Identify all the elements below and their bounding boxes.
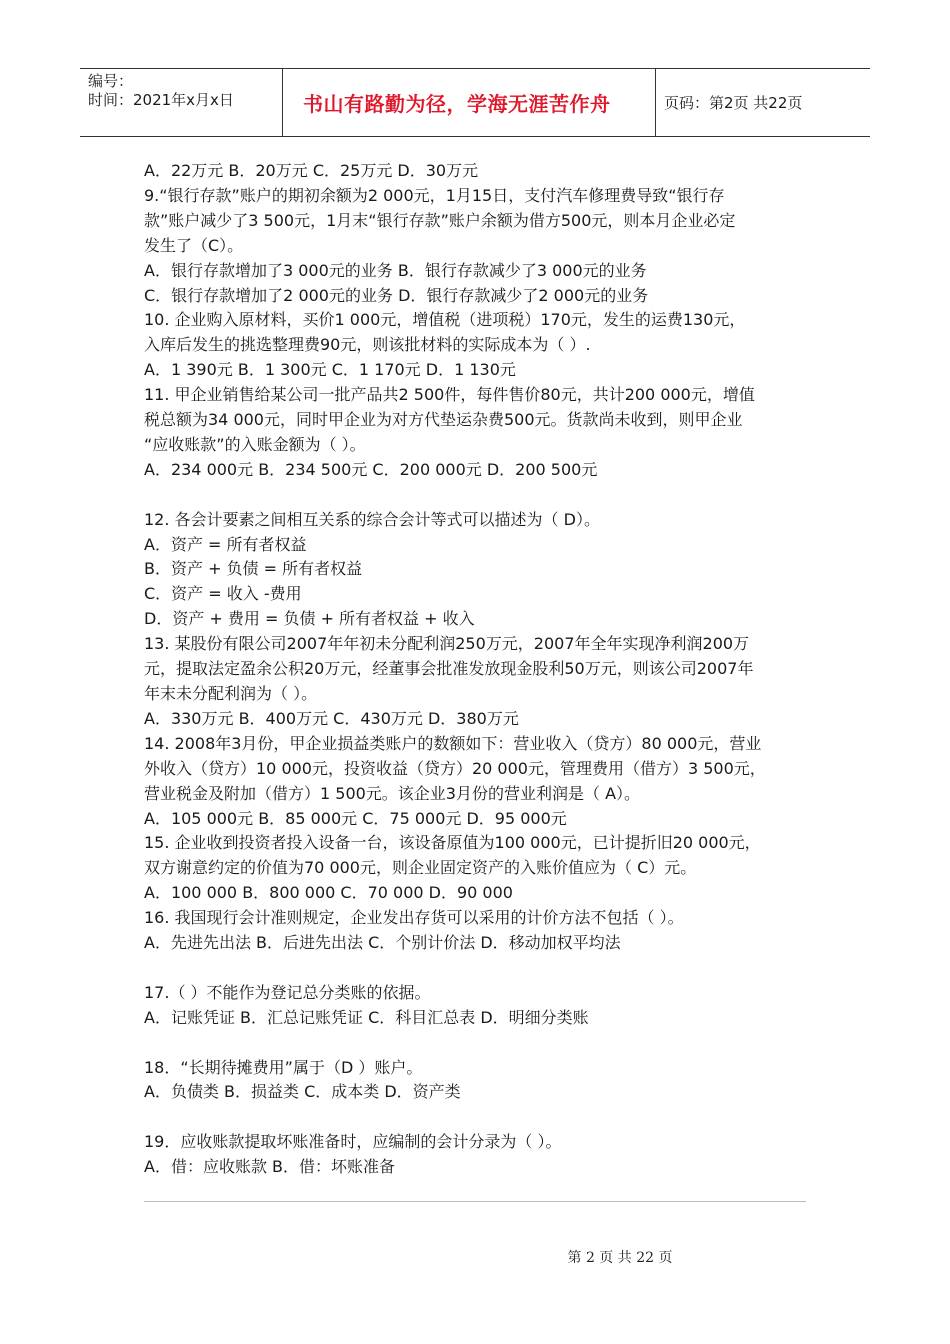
text-line: 营业税金及附加（借方）1 500元。该企业3月份的营业利润是（ A）。	[144, 783, 641, 803]
text-line: A．105 000元 B．85 000元 C．75 000元 D．95 000元	[144, 808, 567, 828]
text-line: A．234 000元 B．234 500元 C．200 000元 D．200 500元	[144, 459, 598, 479]
text-line: A．22万元 B．20万元 C．25万元 D．30万元	[144, 161, 479, 180]
text-line: C．资产 = 收入 -费用	[144, 584, 302, 604]
text-line: 17.（ ）不能作为登记总分类账的依据。	[144, 982, 431, 1002]
blank-line	[144, 1031, 814, 1056]
blank-line	[144, 483, 814, 508]
question-content	[144, 159, 814, 1180]
blank-line	[144, 956, 814, 981]
text-line: C．银行存款增加了2 000元的业务 D．银行存款减少了2 000元的业务	[144, 285, 649, 305]
text-line: 16. 我国现行会计准则规定，企业发出存货可以采用的计价方法不包括（ ）。	[144, 908, 684, 928]
document-number-label: 编号：	[88, 72, 134, 90]
header-motto-cell	[283, 69, 656, 136]
text-line: B．资产 + 负债 = 所有者权益	[144, 559, 363, 579]
header-meta	[80, 69, 283, 136]
text-line: 10. 企业购入原材料，买价1 000元，增值税（进项税）170元，发生的运费130元，	[144, 310, 746, 330]
text-line: 15. 企业收到投资者投入设备一台，该设备原值为100 000元，已计提折旧20 000元，	[144, 833, 761, 853]
text-line: A．资产 = 所有者权益	[144, 534, 307, 554]
text-line: 款”账户减少了3 500元，1月末“银行存款”账户余额为借方500元，则本月企业必定	[144, 210, 736, 230]
text-line: 14. 2008年3月份，甲企业损益类账户的数额如下：营业收入（贷方）80 000元，营业	[144, 733, 762, 753]
page-header	[80, 68, 870, 137]
footer-divider	[144, 1201, 806, 1202]
text-line: A．借：应收账款 B．借：坏账准备	[144, 1157, 396, 1177]
text-line: 11. 甲企业销售给某公司一批产品共2 500件，每件售价80元，共计200 000元，增值	[144, 385, 755, 405]
text-line: A．1 390元 B．1 300元 C．1 170元 D．1 130元	[144, 360, 516, 380]
text-line: 税总额为34 000元，同时甲企业为对方代垫运杂费500元。货款尚未收到，则甲企业	[144, 410, 743, 430]
text-line: A．负债类 B．损益类 C．成本类 D．资产类	[144, 1082, 461, 1102]
blank-line	[144, 1105, 814, 1130]
text-line: 18．“长期待摊费用”属于（D ）账户。	[144, 1057, 423, 1077]
page-footer: 第 2 页 共 22 页	[567, 1250, 673, 1266]
text-line: 发生了（C）。	[144, 235, 244, 255]
text-line: A．330万元 B．400万元 C．430万元 D．380万元	[144, 708, 519, 728]
text-line: 13. 某股份有限公司2007年年初未分配利润250万元，2007年全年实现净利润200万	[144, 634, 750, 654]
text-line: “应收账款”的入账金额为（ ）。	[144, 434, 366, 454]
text-line: 入库后发生的挑选整理费90元，则该批材料的实际成本为（ ）.	[144, 335, 591, 355]
text-line: 12. 各会计要素之间相互关系的综合会计等式可以描述为（ D）。	[144, 509, 600, 529]
text-line: A．先进先出法 B．后进先出法 C．个别计价法 D．移动加权平均法	[144, 933, 621, 953]
text-line: A．100 000 B．800 000 C．70 000 D．90 000	[144, 883, 513, 903]
header-page-code: 页码：第2页 共22页	[664, 94, 803, 112]
text-line: A．银行存款增加了3 000元的业务 B．银行存款减少了3 000元的业务	[144, 260, 647, 280]
text-line: 元，提取法定盈余公积20万元，经董事会批准发放现金股利50万元，则该公司2007年	[144, 659, 754, 679]
text-line: 年末未分配利润为（ ）。	[144, 684, 318, 704]
document-time: 时间：2021年x月x日	[88, 91, 234, 109]
text-line: D．资产 + 费用 = 负债 + 所有者权益 + 收入	[144, 609, 475, 629]
text-line: 双方谢意约定的价值为70 000元，则企业固定资产的入账价值应为（ C）元。	[144, 858, 697, 878]
text-line: A．记账凭证 B．汇总记账凭证 C．科目汇总表 D．明细分类账	[144, 1007, 589, 1027]
text-line: 19．应收账款提取坏账准备时，应编制的会计分录为（ ）。	[144, 1132, 562, 1152]
text-line: 外收入（贷方）10 000元，投资收益（贷方）20 000元，管理费用（借方）3 500元，	[144, 758, 766, 778]
text-line: 9.“银行存款”账户的期初余额为2 000元，1月15日，支付汽车修理费导致“银行存	[144, 185, 725, 205]
header-motto: 书山有路勤为径，学海无涯苦作舟	[303, 92, 611, 116]
